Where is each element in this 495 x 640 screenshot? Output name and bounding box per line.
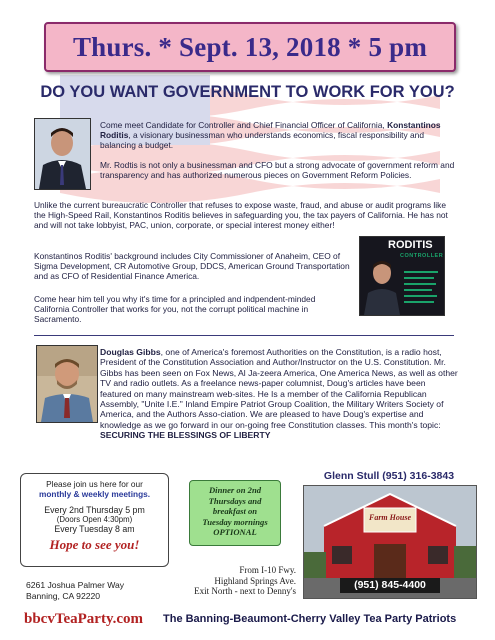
gibbs-bio (100, 347, 458, 441)
roditis-p3: Unlike the current bureaucratic Controller that refuses to expose waste, fraud, and abuse or audit programs like the High-Speed Rail, Konstantinos Roditis believes in safeguarding you, the tax payers of California. He has not and will not take lobbyist, PAC, union, corporate, or special interest money either! (34, 200, 448, 230)
dinner-line3: breakfast on (212, 506, 258, 516)
meetings-line3: Every 2nd Thursday 5 pm (44, 505, 145, 515)
gibbs-name: Douglas Gibbs (100, 347, 161, 357)
date-banner (44, 22, 456, 72)
meetings-box (20, 473, 169, 567)
website-link[interactable]: bbcvTeaParty.com (24, 611, 144, 627)
dinner-line2: Thursdays and (208, 495, 262, 506)
roditis-p5: Come hear him tell you why it's time for a principled and indpendent-minded California Controller that works for you, not the corrupt political machine in Sacramento. (34, 294, 316, 324)
gibbs-topic: SECURING THE BLESSINGS OF LIBERTY (100, 430, 271, 441)
roditis-intro-rest: , a visionary businessman who understands economics, fiscal responsibility and balancing a budget. (100, 130, 424, 150)
directions-line1: From I-10 Fwy. (239, 565, 296, 575)
headline: DO YOU WANT GOVERNMENT TO WORK FOR YOU? (40, 83, 455, 101)
roditis-campaign-card (359, 236, 445, 316)
address-line1: 6261 Joshua Palmer Way (26, 580, 125, 590)
meetings-line2: monthly & weekly meetings. (38, 489, 151, 499)
roditis-intro-lead: Come meet Candidate for Controller and Chief Financial Officer of California, (100, 120, 385, 130)
dinner-line5: OPTIONAL (213, 527, 257, 537)
section-divider (34, 335, 454, 336)
venue-phone: (951) 845-4400 (340, 578, 440, 593)
meetings-line5: Every Tuesday 8 am (54, 524, 135, 534)
dinner-line4: Tuesday mornings (202, 516, 268, 527)
roditis-p2: Mr. Rodtis is not only a businessman and CFO but a strong advocate of government reform and transparency and has authorized numerous pieces on Government Reform Policies. (100, 160, 455, 180)
roditis-name: Konstantinos Roditis (100, 120, 441, 140)
directions-line3: Exit North - next to Denny's (194, 586, 296, 596)
barn-sign: Farm House (368, 513, 411, 522)
gibbs-photo (36, 345, 98, 423)
meetings-line4: (Doors Open 4:30pm) (56, 515, 133, 524)
roditis-intro (100, 120, 455, 150)
roditis-p4: Konstantinos Roditis' background includes City Commissioner of Anaheim, CEO of Sigma Development, CR Automotive Group, DDCS, American Ground Transportation and as CFO of Residential Finance America. (34, 251, 350, 281)
roditis-photo (34, 118, 91, 190)
address-line2: Banning, CA 92220 (26, 591, 101, 601)
contact-name-phone: Glenn Stull (951) 316-3843 (323, 470, 455, 482)
directions-line2: Highland Springs Ave. (214, 575, 296, 586)
gibbs-bio-text: , one of America's foremost Authorities on the Constitution, is a radio host, President of the Constitution Association and Author/Instructor on the U.S. Constitution. Mr. Gibbs has been seen on Fox News, Al Ja-zeera America, One America News, as well as other TV and radio outlets. As a freelance news-paper columnist, Doug's articles have been featured on many mainstream web-sites. He Is a member of the California Republican Assembly, "Unite I.E." Inland Empire Patriot Group Coalition, the Military Writers Society of America, and the Authors Asso-ciation. We are pleased to have Doug's expertise and knowledge as we go forward in our on-going free Constitution classes. This month's topic: (100, 347, 458, 430)
card-subtitle: CONTROLLER (400, 253, 444, 259)
dinner-line1: Dinner on 2nd (208, 485, 262, 495)
address (26, 580, 124, 602)
meetings-line1: Please join us here for our (46, 479, 143, 489)
card-title: RODITIS (388, 239, 433, 251)
dinner-box (189, 480, 281, 546)
organization-name: The Banning-Beaumont-Cherry Valley Tea Party Patriots (163, 613, 457, 625)
directions (184, 565, 296, 597)
date-banner-text: Thurs. * Sept. 13, 2018 * 5 pm (72, 31, 428, 62)
venue-photo (303, 485, 477, 599)
meetings-tagline: Hope to see you! (49, 537, 140, 552)
